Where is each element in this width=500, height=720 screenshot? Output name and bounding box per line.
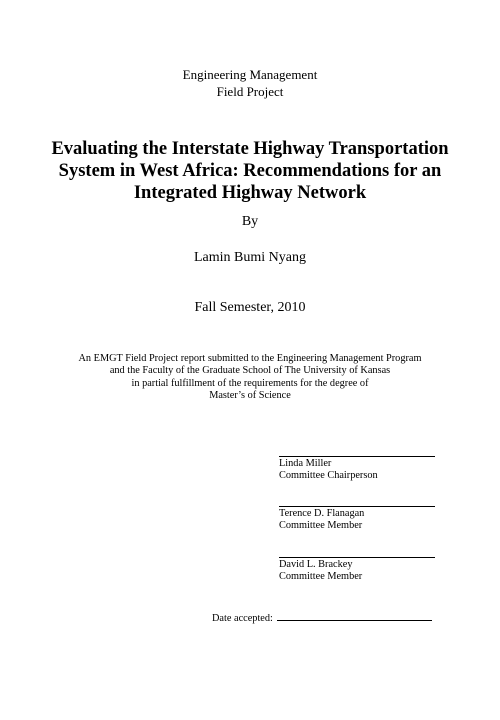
project-type: Field Project bbox=[216, 84, 284, 99]
signature-block-member-2 bbox=[279, 557, 437, 584]
program-name: Engineering Management bbox=[182, 67, 318, 82]
signature-block-member-1 bbox=[279, 506, 437, 533]
title-line-3: Integrated Highway Network bbox=[133, 183, 367, 203]
semester: Fall Semester, 2010 bbox=[194, 300, 306, 315]
date-accepted-label: Date accepted: bbox=[212, 613, 273, 624]
committee-member-name: Linda Miller bbox=[279, 458, 332, 469]
signature-line bbox=[279, 557, 435, 558]
signature-line bbox=[279, 456, 435, 457]
statement-line-1: An EMGT Field Project report submitted to the Engineering Management Program bbox=[78, 353, 422, 364]
submission-statement bbox=[0, 353, 500, 402]
statement-line-2: and the Faculty of the Graduate School of The University of Kansas bbox=[109, 365, 391, 377]
title-line-1: Evaluating the Interstate Highway Transportation bbox=[51, 139, 449, 159]
committee-member-name: Terence D. Flanagan bbox=[279, 508, 365, 519]
document-title bbox=[30, 138, 470, 204]
statement-line-4: Master’s of Science bbox=[209, 389, 291, 401]
date-accepted-line bbox=[277, 610, 432, 621]
title-line-2: System in West Africa: Recommendations for an bbox=[58, 161, 442, 181]
signature-block-chair bbox=[279, 456, 437, 483]
committee-member-name: David L. Brackey bbox=[279, 559, 353, 570]
program-header bbox=[0, 66, 500, 100]
committee-member-role: Committee Member bbox=[279, 571, 363, 583]
author-name: Lamin Bumi Nyang bbox=[194, 250, 306, 265]
statement-line-3: in partial fulfillment of the requirements for the degree of bbox=[131, 377, 369, 389]
committee-member-role: Committee Chairperson bbox=[279, 470, 378, 482]
signature-line bbox=[279, 506, 435, 507]
date-accepted-row bbox=[212, 610, 432, 625]
committee-member-role: Committee Member bbox=[279, 520, 363, 532]
by-label: By bbox=[241, 214, 259, 229]
